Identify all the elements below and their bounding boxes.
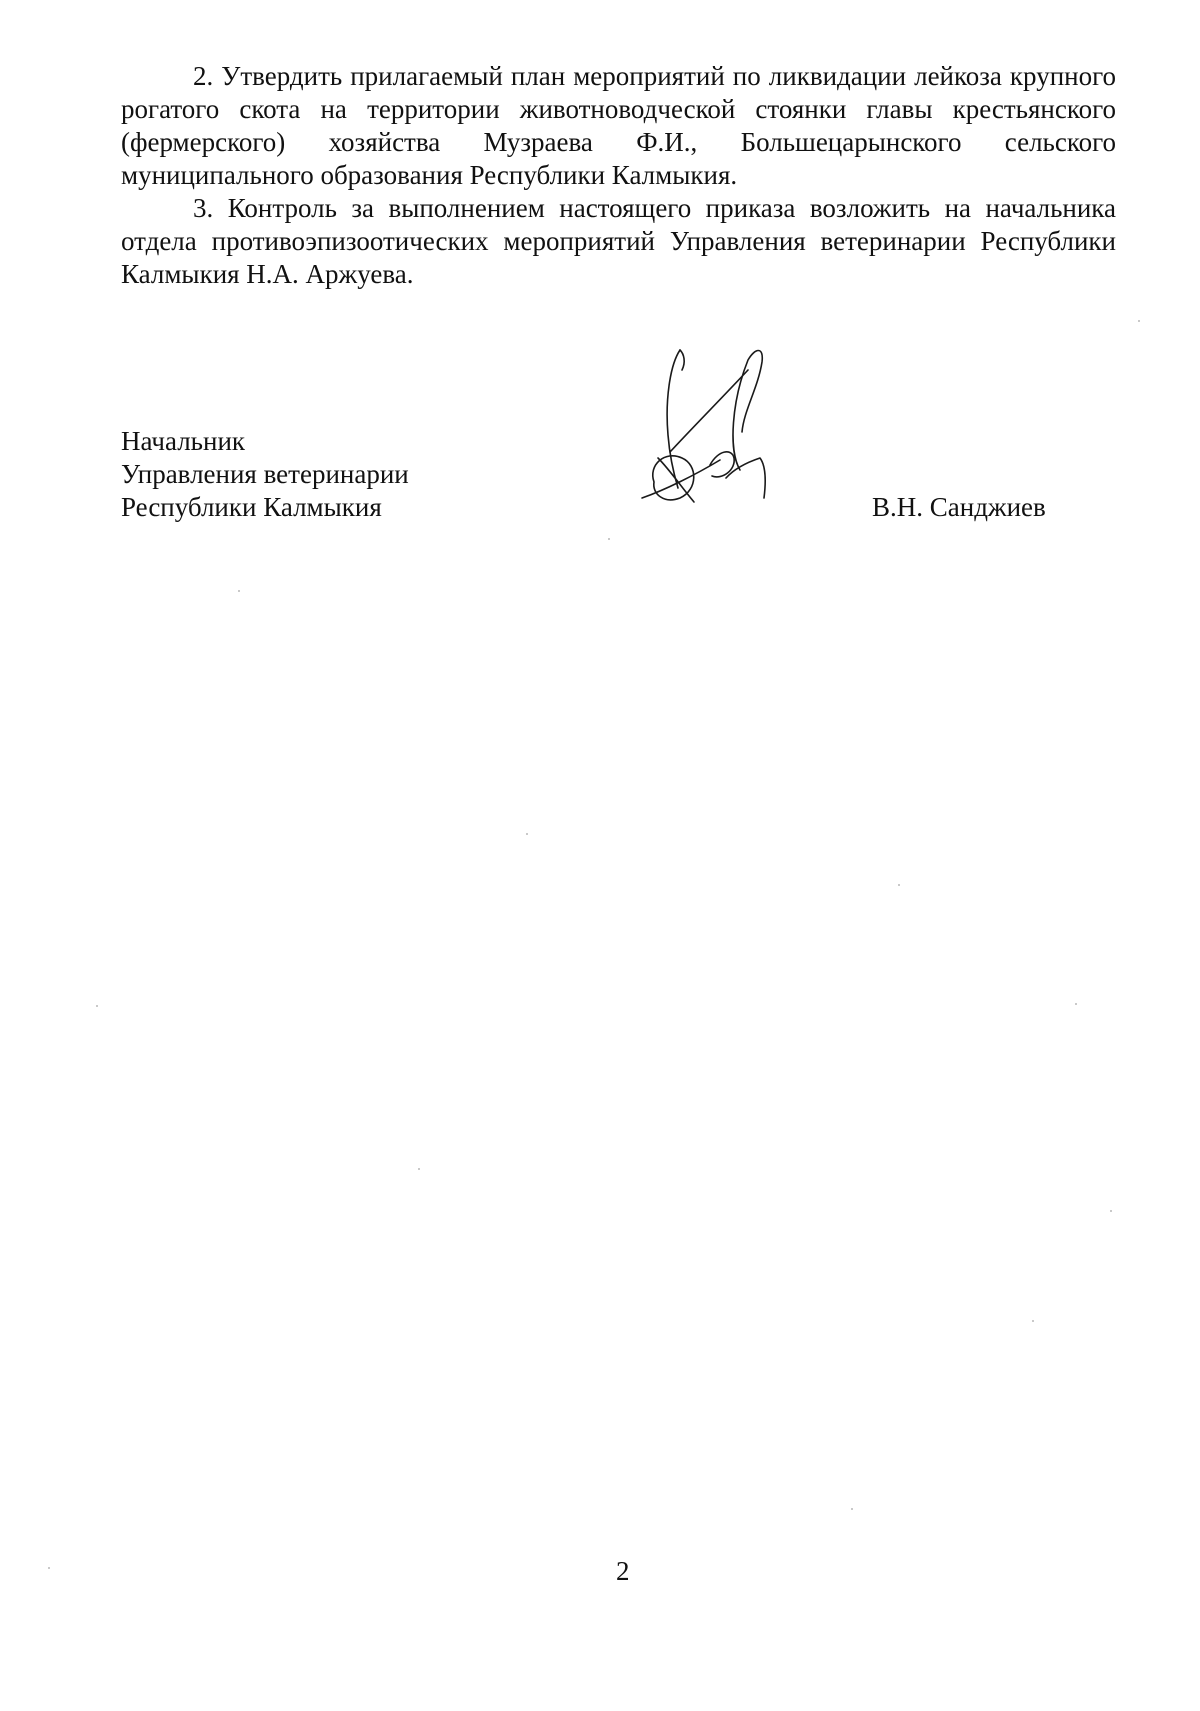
scan-speck: [1138, 320, 1140, 322]
signature-stroke: [658, 458, 694, 502]
scan-speck: [608, 538, 610, 540]
scan-speck: [96, 1005, 98, 1007]
signature-stroke: [667, 350, 680, 488]
signatory-position-line: Управления ветеринарии: [121, 459, 409, 489]
scan-speck: [1075, 1003, 1077, 1005]
scan-speck: [418, 1168, 420, 1170]
signature-stroke: [733, 351, 762, 471]
scan-speck: [898, 884, 900, 886]
handwritten-signature: [640, 340, 810, 520]
signature-stroke: [670, 370, 748, 452]
scan-speck: [48, 1567, 50, 1569]
paragraph-3: 3. Контроль за выполнением настоящего приказа возложить на начальника отдела противоэпизоотических мероприятий Управления ветеринарии Республики Калмыкия Н.А. Аржуева.: [121, 193, 1116, 289]
scan-speck: [1110, 1210, 1112, 1212]
signature-stroke: [680, 350, 684, 370]
signatory-position-line: Республики Калмыкия: [121, 492, 382, 522]
scan-speck: [851, 1508, 853, 1510]
signer-name: В.Н. Санджиев: [872, 492, 1046, 522]
signature-stroke: [726, 458, 765, 498]
signatory-position: [121, 425, 409, 524]
paragraph-2: 2. Утвердить прилагаемый план мероприятий по ликвидации лейкоза крупного рогатого скота на территории животноводческой стоянки главы крестьянского (фермерского) хозяйства Музраева Ф.И., Большецарынского сельского муниципального образования Республики Калмыкия.: [121, 61, 1116, 190]
document-body: [121, 60, 1116, 291]
page-number: 2: [616, 1556, 630, 1586]
signatory-position-line: Начальник: [121, 426, 246, 456]
scan-speck: [526, 833, 528, 835]
scan-speck: [1032, 1320, 1034, 1322]
scan-speck: [238, 590, 240, 592]
